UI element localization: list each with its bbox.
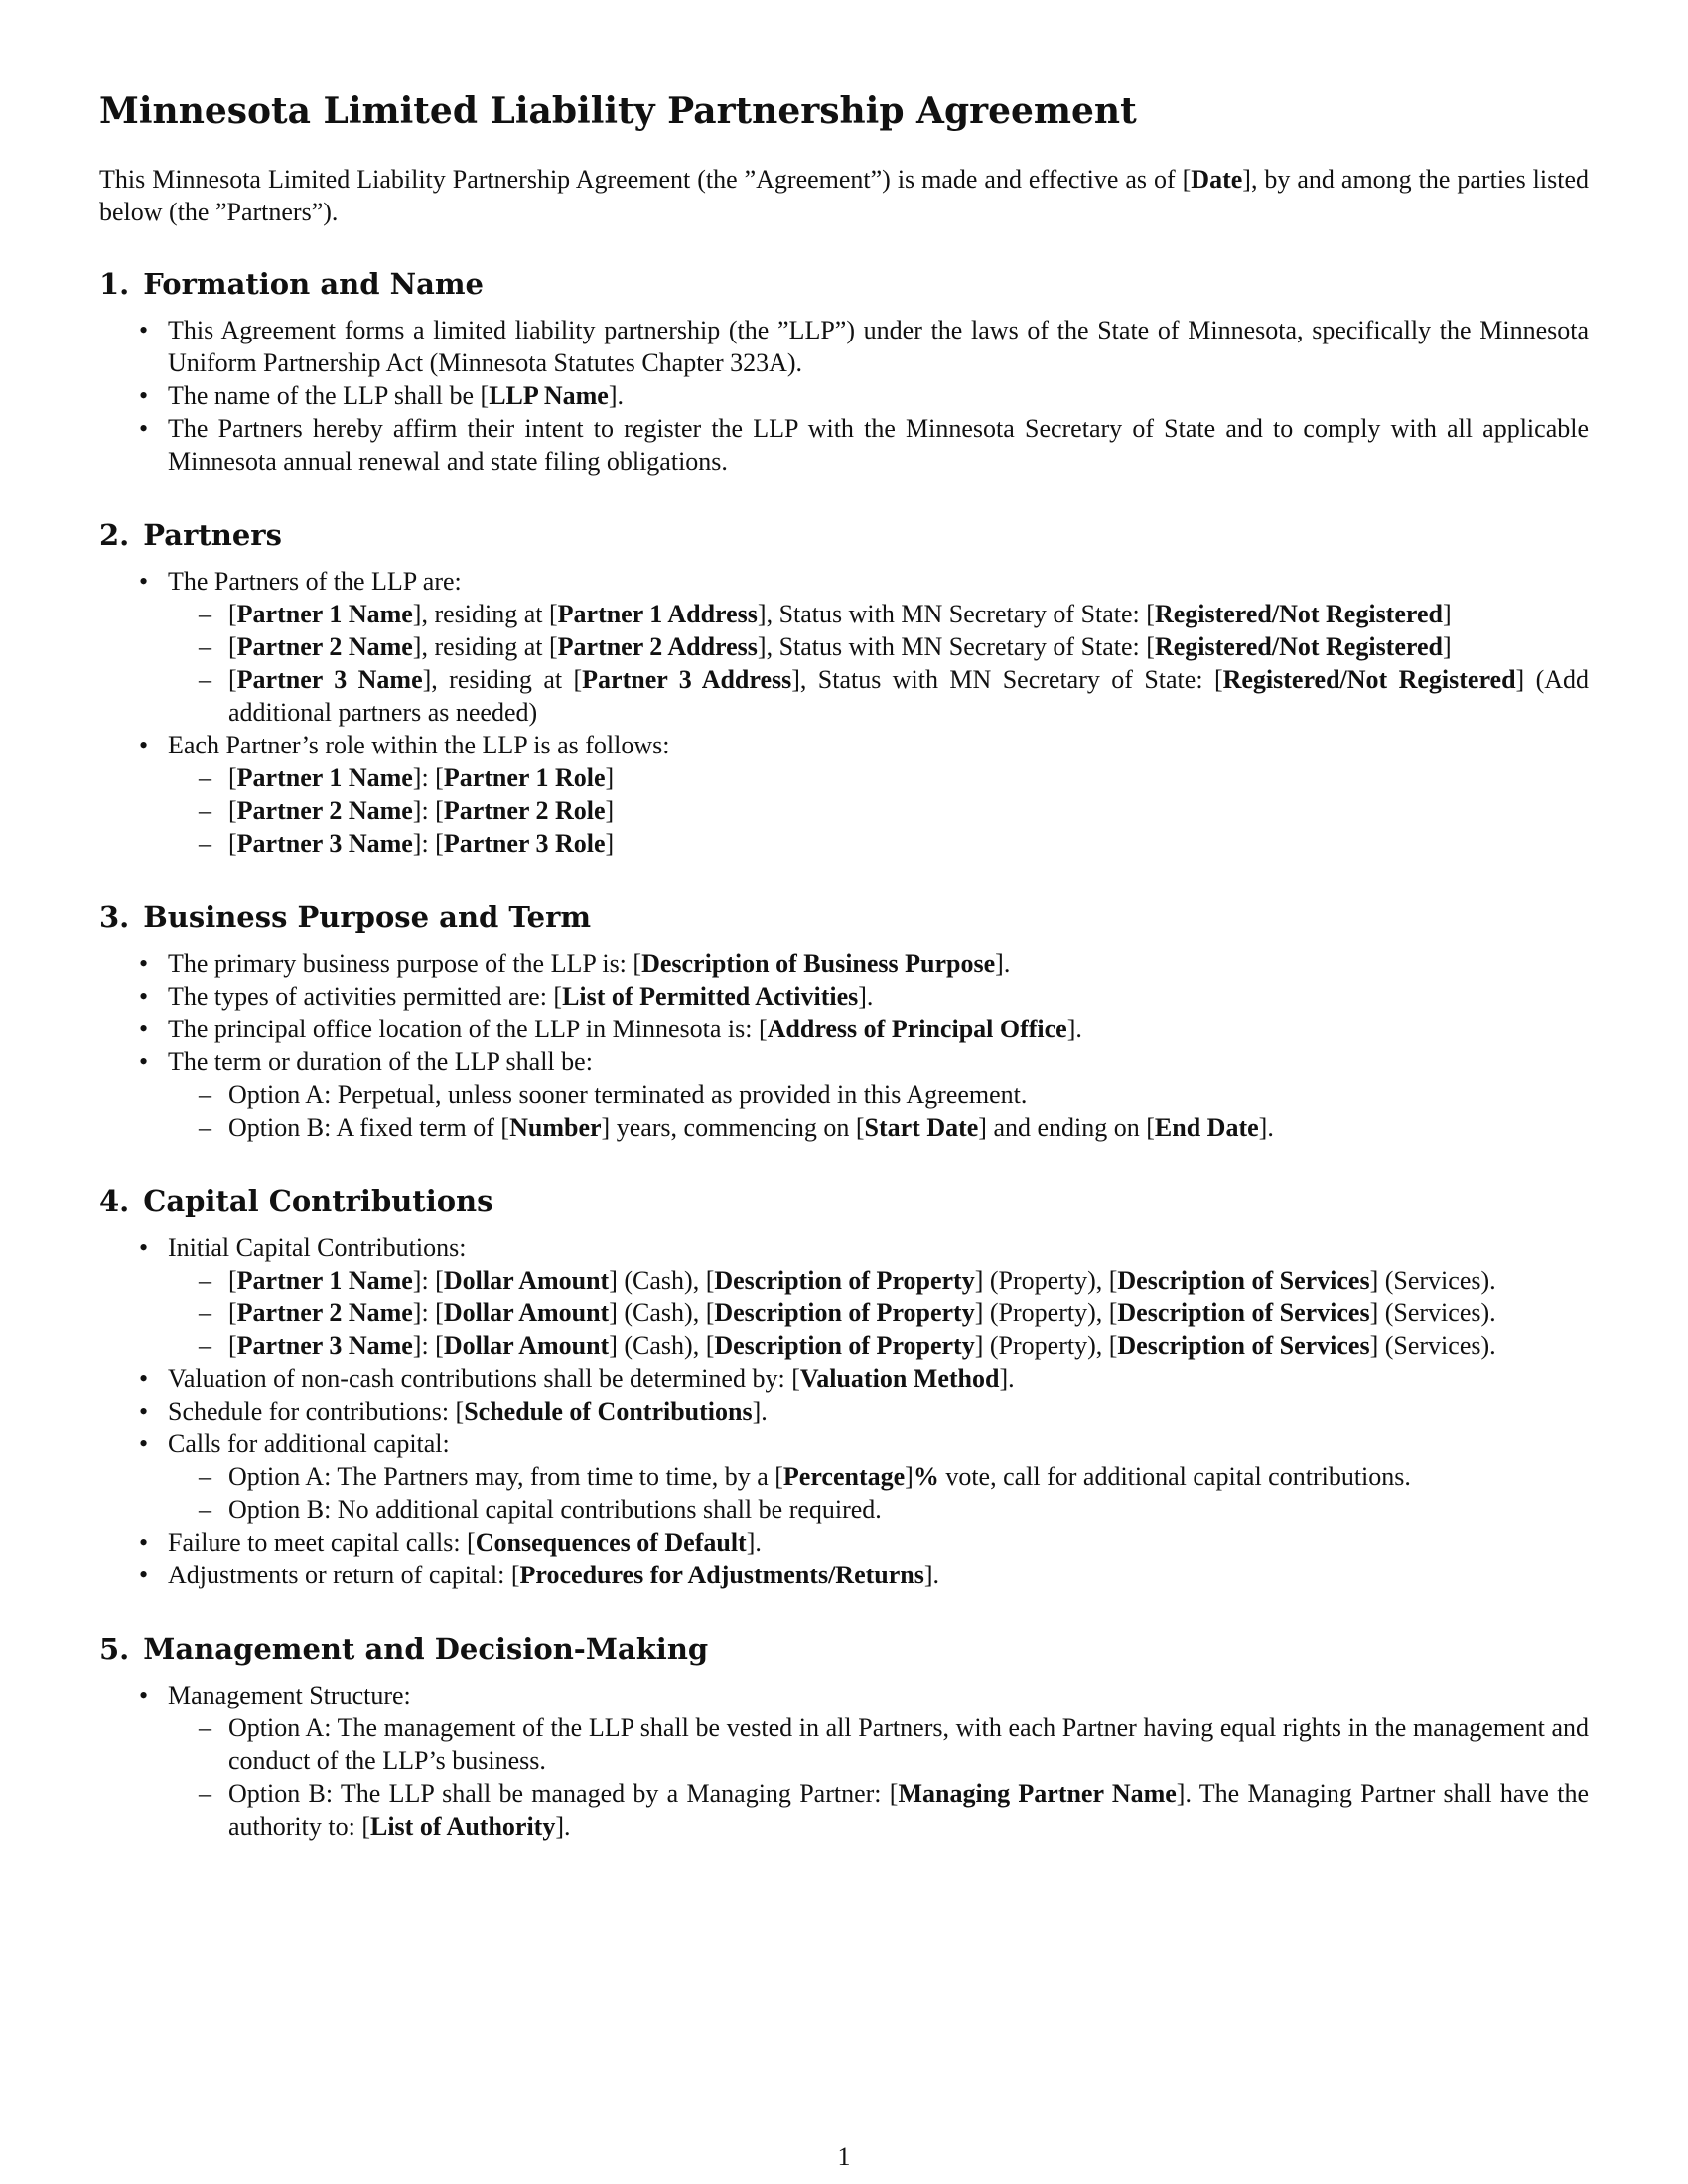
list-item-text: ] (Cash), [: [609, 1331, 715, 1360]
status-placeholder: Registered/Not Registered: [1154, 600, 1443, 628]
page-number: 1: [837, 2142, 851, 2171]
partner-role-placeholder: Partner 1 Role: [443, 763, 606, 792]
list-item-text: ], residing at [: [412, 600, 558, 628]
list-item: [99, 314, 1589, 379]
role-list: [168, 761, 1589, 860]
section-number: 1.: [99, 267, 130, 301]
section-heading-partners: [99, 515, 1589, 555]
option-text: Option B: The LLP shall be managed by a Managing Partner: [: [228, 1779, 899, 1808]
option-text: Option B: No additional capital contributions shall be required.: [228, 1495, 882, 1524]
partner-entry: [168, 630, 1589, 663]
dash-icon: –: [199, 1113, 211, 1142]
bracket: [: [228, 1266, 237, 1295]
capital-call-options: [168, 1460, 1589, 1526]
percentage-placeholder: Percentage: [782, 1462, 906, 1491]
bullet-icon: •: [139, 1681, 149, 1709]
bullet-icon: •: [139, 1430, 149, 1458]
list-item-text: The principal office location of the LLP in Minnesota is: [: [168, 1015, 768, 1043]
managing-partner-placeholder: Managing Partner Name: [898, 1779, 1177, 1808]
section-number: 3.: [99, 900, 130, 934]
dash-icon: –: [199, 796, 211, 825]
partner-list: [168, 598, 1589, 729]
list-item-text: Failure to meet capital calls: [: [168, 1528, 476, 1557]
section-title: Business Purpose and Term: [143, 900, 592, 934]
bracket: ]: [1442, 600, 1452, 628]
list-item: [99, 412, 1589, 478]
bracket: ]: [905, 1462, 914, 1491]
partner-name-placeholder: Partner 3 Name: [236, 1331, 413, 1360]
list-item-text: Valuation of non-cash contributions shall be determined by: [: [168, 1364, 800, 1393]
option-text: Option A: Perpetual, unless sooner terminated as provided in this Agreement.: [228, 1080, 1028, 1109]
bracket: ]: [605, 796, 615, 825]
section-list-management: [99, 1679, 1589, 1843]
list-item-text: Management Structure:: [168, 1681, 411, 1709]
dash-icon: –: [199, 1266, 211, 1295]
dash-icon: –: [199, 763, 211, 792]
valuation-method-placeholder: Valuation Method: [799, 1364, 1000, 1393]
capital-option-b: [168, 1493, 1589, 1526]
property-placeholder: Description of Property: [714, 1266, 975, 1295]
dash-icon: –: [199, 1495, 211, 1524]
end-date-placeholder: End Date: [1154, 1113, 1259, 1142]
list-item-text: ].: [858, 982, 874, 1011]
bracket: [: [228, 796, 237, 825]
bullet-icon: •: [139, 567, 149, 596]
list-item-text: ] (Property), [: [974, 1331, 1118, 1360]
bracket: [: [228, 829, 237, 858]
partner-role-placeholder: Partner 3 Role: [443, 829, 606, 858]
bracket: [: [228, 1331, 237, 1360]
document-page: [99, 87, 1589, 1880]
partner-entry: [168, 598, 1589, 630]
list-item-text: ].: [608, 381, 624, 410]
date-placeholder: Date: [1191, 165, 1243, 194]
option-text: ] years, commencing on [: [601, 1113, 865, 1142]
start-date-placeholder: Start Date: [864, 1113, 979, 1142]
bracket: ]: [605, 763, 615, 792]
dash-icon: –: [199, 1462, 211, 1491]
dash-icon: –: [199, 665, 211, 694]
role-entry: [168, 794, 1589, 827]
bullet-icon: •: [139, 1561, 149, 1589]
property-placeholder: Description of Property: [714, 1331, 975, 1360]
contribution-list: [168, 1264, 1589, 1362]
list-item-text: ] (Property), [: [974, 1266, 1118, 1295]
dash-icon: –: [199, 1713, 211, 1742]
intro-paragraph: [99, 163, 1589, 228]
list-item-text: ] (Services).: [1369, 1298, 1496, 1327]
list-item-text: ] (Services).: [1369, 1331, 1496, 1360]
partner-role-placeholder: Partner 2 Role: [443, 796, 606, 825]
section-heading-capital: [99, 1181, 1589, 1221]
services-placeholder: Description of Services: [1117, 1266, 1370, 1295]
partner-name-placeholder: Partner 1 Name: [236, 1266, 413, 1295]
option-text: Option A: The management of the LLP shall be vested in all Partners, with each Partner having equal rights in the management and conduct of the LLP’s business.: [228, 1713, 1589, 1775]
bullet-icon: •: [139, 1528, 149, 1557]
list-item-text: Schedule for contributions: [: [168, 1397, 465, 1426]
list-item: [99, 1013, 1589, 1045]
list-item: [99, 980, 1589, 1013]
list-item-text: ].: [923, 1561, 940, 1589]
partner-entry: [168, 663, 1589, 729]
dollar-amount-placeholder: Dollar Amount: [443, 1266, 610, 1295]
list-item: [99, 1526, 1589, 1559]
bracket: [: [228, 1298, 237, 1327]
list-item-text: Initial Capital Contributions:: [168, 1233, 467, 1262]
list-item-text: ] (Services).: [1369, 1266, 1496, 1295]
list-item-text: ], Status with MN Secretary of State: [: [791, 665, 1223, 694]
section-list-formation: [99, 314, 1589, 478]
number-placeholder: Number: [509, 1113, 602, 1142]
list-item-text: ], Status with MN Secretary of State: [: [757, 632, 1155, 661]
list-item: [99, 1045, 1589, 1144]
list-item-text: ].: [746, 1528, 762, 1557]
bracket: [: [228, 763, 237, 792]
management-option-a: [168, 1711, 1589, 1777]
section-number: 2.: [99, 518, 130, 552]
option-text: ].: [1258, 1113, 1274, 1142]
list-item: [99, 1395, 1589, 1428]
services-placeholder: Description of Services: [1117, 1331, 1370, 1360]
intro-text: This Minnesota Limited Liability Partnership Agreement (the ”Agreement”) is made and effective as of [: [99, 165, 1192, 194]
option-text: Option B: A fixed term of [: [228, 1113, 510, 1142]
status-placeholder: Registered/Not Registered: [1154, 632, 1443, 661]
bullet-icon: •: [139, 949, 149, 978]
dash-icon: –: [199, 1298, 211, 1327]
option-text: vote, call for additional capital contributions.: [938, 1462, 1411, 1491]
list-item-text: The primary business purpose of the LLP is: [: [168, 949, 642, 978]
term-options: [168, 1078, 1589, 1144]
list-item-text: ] (Property), [: [974, 1298, 1118, 1327]
list-item: [99, 1362, 1589, 1395]
partner-name-placeholder: Partner 1 Name: [236, 763, 413, 792]
option-text: ] and ending on [: [978, 1113, 1155, 1142]
bullet-icon: •: [139, 414, 149, 443]
services-placeholder: Description of Services: [1117, 1298, 1370, 1327]
list-item: [99, 1559, 1589, 1591]
partner-name-placeholder: Partner 3 Name: [236, 665, 423, 694]
authority-placeholder: List of Authority: [369, 1812, 556, 1841]
list-item-text: The types of activities permitted are: [: [168, 982, 563, 1011]
business-purpose-placeholder: Description of Business Purpose: [641, 949, 996, 978]
dash-icon: –: [199, 1080, 211, 1109]
list-item-text: The Partners of the LLP are:: [168, 567, 462, 596]
document-title: Minnesota Limited Liability Partnership Agreement: [99, 90, 1137, 132]
list-item-text: ], residing at [: [422, 665, 583, 694]
list-item-text: ], Status with MN Secretary of State: [: [757, 600, 1155, 628]
section-title: Management and Decision-Making: [143, 1632, 709, 1666]
bracket: [: [228, 665, 237, 694]
option-text: Option A: The Partners may, from time to time, by a [: [228, 1462, 783, 1491]
term-option-b: [168, 1111, 1589, 1144]
list-item-text: The name of the LLP shall be [: [168, 381, 490, 410]
separator: ]: [: [412, 763, 444, 792]
list-item-text: ].: [752, 1397, 768, 1426]
list-item: [99, 565, 1589, 729]
permitted-activities-placeholder: List of Permitted Activities: [562, 982, 859, 1011]
partner-address-placeholder: Partner 3 Address: [582, 665, 792, 694]
role-entry: [168, 827, 1589, 860]
capital-option-a: [168, 1460, 1589, 1493]
add-partners-note: ] (Add additional partners as needed): [228, 665, 1590, 727]
list-item-text: ].: [999, 1364, 1015, 1393]
list-item-text: The term or duration of the LLP shall be:: [168, 1047, 593, 1076]
list-item-text: ].: [995, 949, 1011, 978]
management-options: [168, 1711, 1589, 1843]
contribution-entry: [168, 1329, 1589, 1362]
section-number: 4.: [99, 1184, 130, 1218]
bracket: [: [228, 632, 237, 661]
list-item: [99, 379, 1589, 412]
separator: ]: [: [412, 1298, 444, 1327]
bullet-icon: •: [139, 316, 149, 344]
contribution-entry: [168, 1264, 1589, 1297]
list-item-text: ] (Cash), [: [609, 1298, 715, 1327]
separator: ]: [: [412, 796, 444, 825]
section-heading-business-purpose: [99, 897, 1589, 937]
bracket: ]: [1442, 632, 1452, 661]
list-item-text: Each Partner’s role within the LLP is as follows:: [168, 731, 670, 759]
dash-icon: –: [199, 1779, 211, 1808]
bracket: ]: [605, 829, 615, 858]
section-number: 5.: [99, 1632, 130, 1666]
bullet-icon: •: [139, 982, 149, 1011]
llp-name-placeholder: LLP Name: [489, 381, 609, 410]
separator: ]: [: [412, 1266, 444, 1295]
status-placeholder: Registered/Not Registered: [1222, 665, 1516, 694]
separator: ]: [: [412, 1331, 444, 1360]
dash-icon: –: [199, 1331, 211, 1360]
partner-name-placeholder: Partner 3 Name: [236, 829, 413, 858]
contribution-entry: [168, 1297, 1589, 1329]
bullet-icon: •: [139, 1233, 149, 1262]
dollar-amount-placeholder: Dollar Amount: [443, 1298, 610, 1327]
list-item: [99, 1428, 1589, 1526]
separator: ]: [: [412, 829, 444, 858]
bullet-icon: •: [139, 1397, 149, 1426]
list-item: [99, 1679, 1589, 1843]
option-text: ].: [555, 1812, 571, 1841]
partner-address-placeholder: Partner 1 Address: [557, 600, 758, 628]
list-item-text: ].: [1066, 1015, 1082, 1043]
role-entry: [168, 761, 1589, 794]
section-title: Formation and Name: [143, 267, 484, 301]
bullet-icon: •: [139, 1364, 149, 1393]
partner-name-placeholder: Partner 2 Name: [236, 632, 413, 661]
dash-icon: –: [199, 632, 211, 661]
section-list-business-purpose: [99, 947, 1589, 1144]
intro-text: ], by and among the parties listed below (the ”Partners”).: [99, 165, 1590, 226]
adjustments-placeholder: Procedures for Adjustments/Returns: [519, 1561, 924, 1589]
dash-icon: –: [199, 600, 211, 628]
list-item-text: The Partners hereby affirm their intent to register the LLP with the Minnesota Secretary of State and to comply with all applicable Minnesota annual renewal and state filing obligations.: [168, 414, 1589, 476]
option-text: ]. The Managing Partner shall have the authority to: [: [228, 1779, 1590, 1841]
section-list-partners: [99, 565, 1589, 860]
list-item: [99, 729, 1589, 860]
section-heading-management: [99, 1629, 1589, 1669]
list-item-text: ] (Cash), [: [609, 1266, 715, 1295]
principal-office-placeholder: Address of Principal Office: [767, 1015, 1067, 1043]
bullet-icon: •: [139, 381, 149, 410]
default-consequences-placeholder: Consequences of Default: [475, 1528, 747, 1557]
term-option-a: [168, 1078, 1589, 1111]
section-list-capital: [99, 1231, 1589, 1591]
property-placeholder: Description of Property: [714, 1298, 975, 1327]
partner-address-placeholder: Partner 2 Address: [557, 632, 758, 661]
bullet-icon: •: [139, 1047, 149, 1076]
section-heading-formation: [99, 264, 1589, 304]
percent-sign: %: [913, 1462, 939, 1491]
list-item: [99, 947, 1589, 980]
list-item-text: This Agreement forms a limited liability partnership (the ”LLP”) under the laws of the State of Minnesota, specifically the Minnesota Uniform Partnership Act (Minnesota Statutes Chapter 323A).: [168, 316, 1589, 377]
section-title: Capital Contributions: [143, 1184, 493, 1218]
schedule-placeholder: Schedule of Contributions: [464, 1397, 753, 1426]
section-title: Partners: [143, 518, 282, 552]
partner-name-placeholder: Partner 1 Name: [236, 600, 413, 628]
partner-name-placeholder: Partner 2 Name: [236, 796, 413, 825]
dollar-amount-placeholder: Dollar Amount: [443, 1331, 610, 1360]
bracket: [: [228, 600, 237, 628]
list-item: [99, 1231, 1589, 1362]
bullet-icon: •: [139, 1015, 149, 1043]
dash-icon: –: [199, 829, 211, 858]
list-item-text: Adjustments or return of capital: [: [168, 1561, 520, 1589]
list-item-text: Calls for additional capital:: [168, 1430, 450, 1458]
bullet-icon: •: [139, 731, 149, 759]
partner-name-placeholder: Partner 2 Name: [236, 1298, 413, 1327]
list-item-text: ], residing at [: [412, 632, 558, 661]
management-option-b: [168, 1777, 1589, 1843]
